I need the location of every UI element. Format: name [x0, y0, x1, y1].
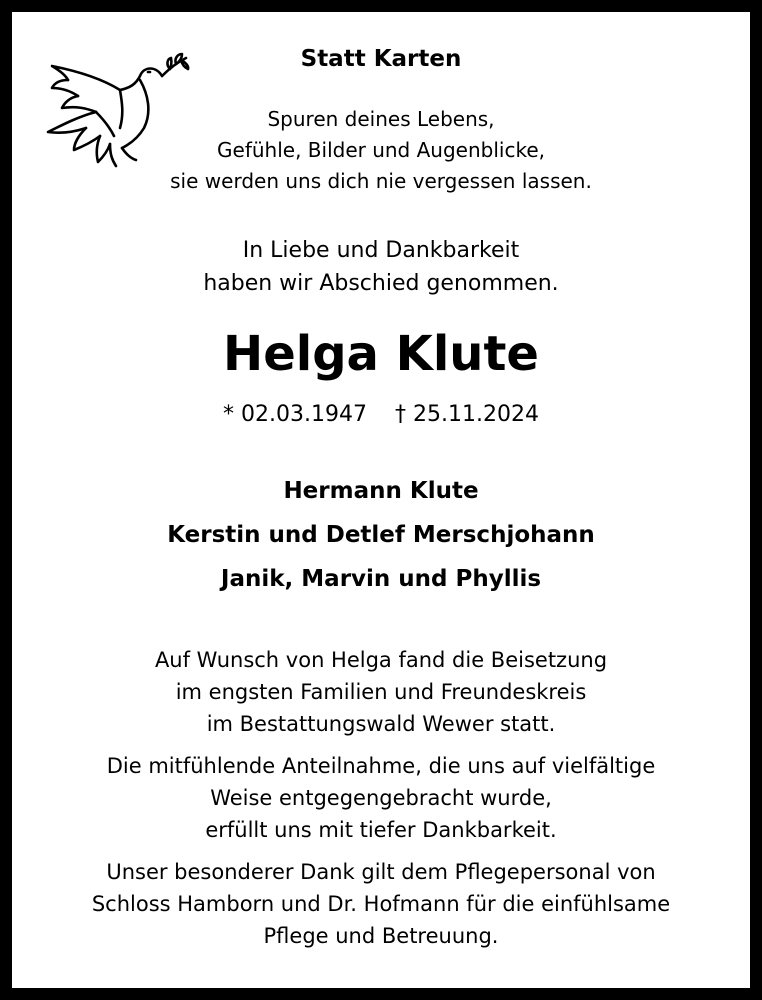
- birth-date: 02.03.1947: [241, 402, 367, 427]
- family-line-2: Kerstin und Detlef Merschjohann: [167, 522, 595, 548]
- message-line-6: erfüllt uns mit tiefer Dankbarkeit.: [205, 818, 557, 842]
- message-line-1: Auf Wunsch von Helga fand die Beisetzung: [154, 648, 608, 672]
- message-line-7: Unser besonderer Dank gilt dem Pflegepersonal von: [106, 860, 656, 884]
- poem-line-2: Gefühle, Bilder und Augenblicke,: [217, 138, 545, 162]
- family-line-1: Hermann Klute: [283, 478, 479, 504]
- life-dates: [0, 402, 762, 427]
- message-line-9: Pflege und Betreuung.: [263, 924, 499, 948]
- deceased-name: Helga Klute: [223, 326, 539, 382]
- message-line-5: Weise entgegengebracht wurde,: [210, 786, 552, 810]
- family-line-3: Janik, Marvin und Phyllis: [220, 566, 542, 592]
- message-line-4: Die mitfühlende Anteilnahme, die uns auf vielfältige: [106, 754, 656, 778]
- poem-line-1: Spuren deines Lebens,: [267, 107, 495, 131]
- poem-line-3: sie werden uns dich nie vergessen lassen.: [170, 169, 592, 193]
- message-line-2: im engsten Familien und Freundeskreis: [175, 680, 587, 704]
- intro-line-2: haben wir Abschied genommen.: [203, 271, 559, 296]
- message-line-8: Schloss Hamborn und Dr. Hofmann für die einfühlsame: [91, 892, 671, 916]
- death-date: 25.11.2024: [413, 402, 539, 427]
- header-statt-karten: Statt Karten: [300, 46, 462, 72]
- intro-line-1: In Liebe und Dankbarkeit: [242, 238, 520, 263]
- birth-symbol: *: [223, 402, 235, 427]
- death-symbol: †: [395, 402, 406, 427]
- message-line-3: im Bestattungswald Wewer statt.: [206, 712, 556, 736]
